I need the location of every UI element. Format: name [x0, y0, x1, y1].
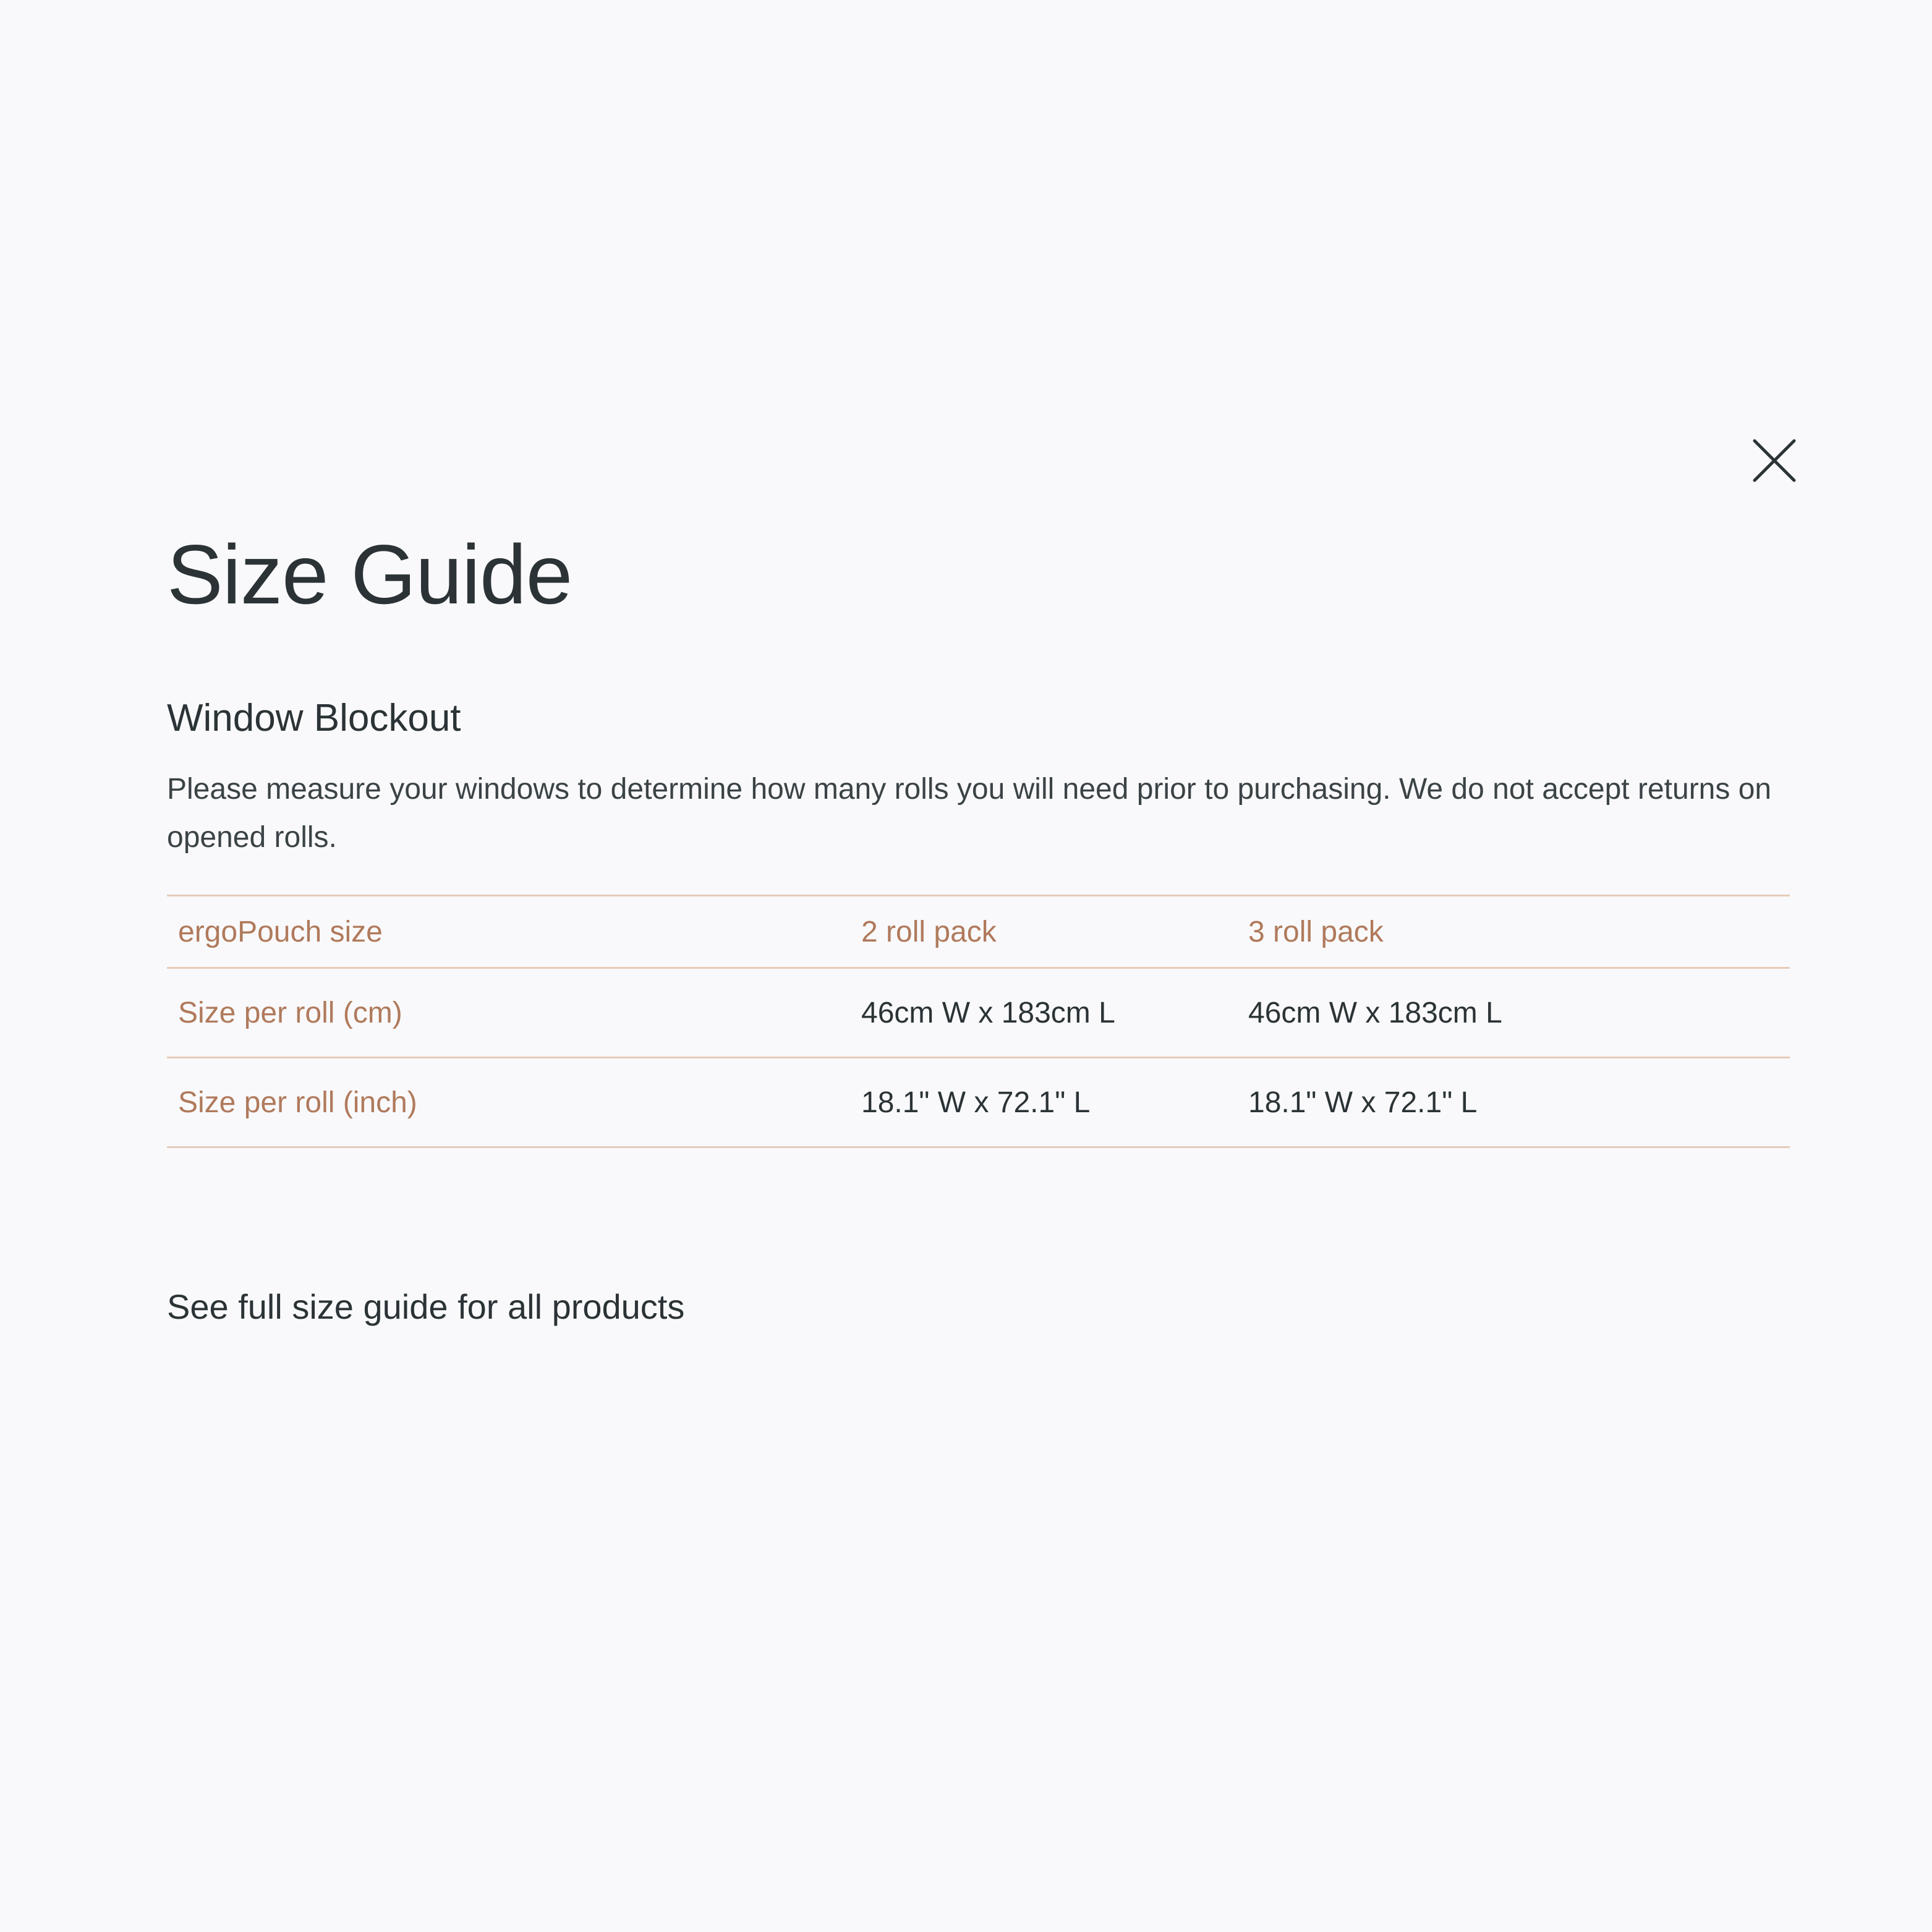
table-row-label: Size per roll (cm) — [167, 968, 861, 1058]
table-row — [167, 1058, 1790, 1147]
close-icon — [1750, 436, 1799, 485]
table-cell: 18.1" W x 72.1" L — [861, 1058, 1248, 1147]
table-header-cell: 3 roll pack — [1248, 896, 1790, 968]
size-table — [167, 895, 1790, 1148]
table-header-row — [167, 896, 1790, 968]
section-description: Please measure your windows to determine how many rolls you will need prior to purchasing. We do not accept returns on opened rolls. — [167, 773, 1772, 854]
table-cell: 18.1" W x 72.1" L — [1248, 1058, 1790, 1147]
full-size-guide-link[interactable]: See full size guide for all products — [167, 1287, 685, 1326]
table-header-cell: 2 roll pack — [861, 896, 1248, 968]
table-row-label: Size per roll (inch) — [167, 1058, 861, 1147]
table-cell: 46cm W x 183cm L — [1248, 968, 1790, 1058]
table-row — [167, 968, 1790, 1058]
page-title: Size Guide — [167, 527, 572, 621]
table-header-cell: ergoPouch size — [167, 896, 861, 968]
section-title: Window Blockout — [167, 697, 461, 739]
table-cell: 46cm W x 183cm L — [861, 968, 1248, 1058]
close-button[interactable] — [1750, 436, 1799, 485]
